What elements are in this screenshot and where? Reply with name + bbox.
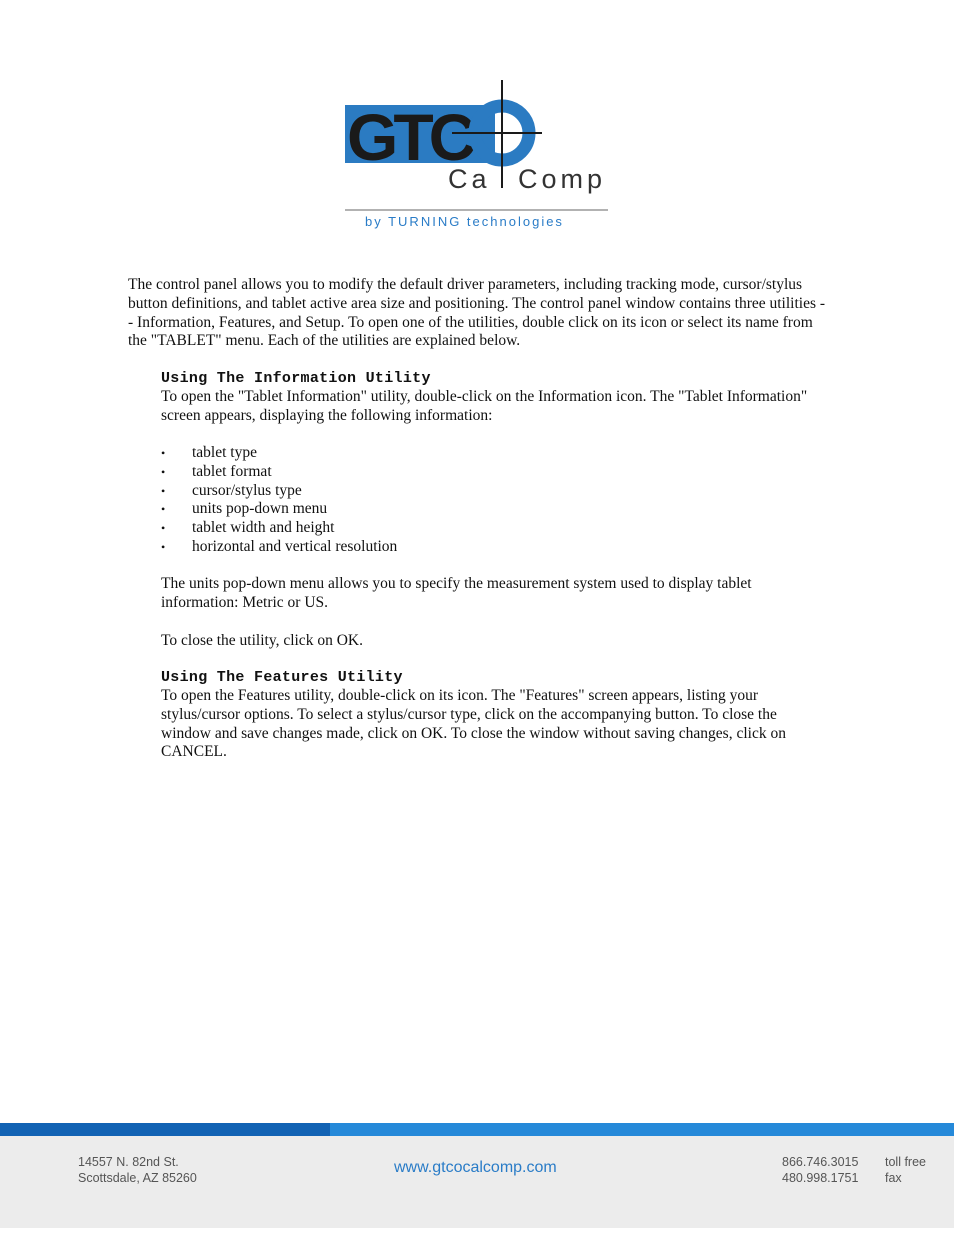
svg-text:by TURNING technologies: by TURNING technologies <box>365 214 564 229</box>
list-item: • tablet format <box>161 463 397 482</box>
list-item: • tablet width and height <box>161 519 397 538</box>
features-utility-heading: Using The Features Utility <box>161 669 403 686</box>
close-note-block <box>161 632 821 651</box>
website-link[interactable]: www.gtcocalcomp.com <box>394 1159 557 1176</box>
phone-tollfree: 866.746.3015 <box>782 1155 859 1169</box>
information-utility-section <box>161 370 821 426</box>
units-note-block <box>161 575 821 613</box>
information-utility-heading: Using The Information Utility <box>161 370 431 387</box>
footer-bar-light <box>330 1123 954 1136</box>
list-item: • cursor/stylus type <box>161 482 397 501</box>
fax-label: fax <box>885 1171 902 1185</box>
units-note: The units pop-down menu allows you to specify the measurement system used to display tablet information: Metric or US. <box>161 575 752 611</box>
list-item: • horizontal and vertical resolution <box>161 538 397 557</box>
list-item: • units pop-down menu <box>161 500 397 519</box>
tollfree-label: toll free <box>885 1155 926 1169</box>
svg-text:GTC: GTC <box>347 100 472 174</box>
close-note: To close the utility, click on OK. <box>161 632 363 649</box>
information-utility-body: To open the "Tablet Information" utility, double-click on the Information icon. The "Tablet Information" screen appears, displaying the following information: <box>161 388 808 424</box>
address-line-1: 14557 N. 82nd St. <box>78 1155 179 1169</box>
features-utility-section <box>161 669 821 762</box>
phone-fax: 480.998.1751 <box>782 1171 859 1185</box>
address-line-2: Scottsdale, AZ 85260 <box>78 1171 197 1185</box>
intro-paragraph: The control panel allows you to modify the default driver parameters, including tracking mode, cursor/stylus button definitions, and tablet active area size and positioning. The control panel window contains three utilities - - Information, Features, and Setup. To open one of the utilities, double click on its icon or select its name from the "TABLET" menu. Each of the utilities are explained below. <box>128 276 826 350</box>
page-footer <box>0 1123 954 1235</box>
tablet-info-list <box>161 444 397 557</box>
gtco-calcomp-logo <box>340 78 620 238</box>
footer-bar-dark <box>0 1123 330 1136</box>
footer-phones <box>782 1154 858 1186</box>
svg-text:Ca: Ca <box>448 164 491 194</box>
svg-text:Comp: Comp <box>518 164 607 194</box>
features-utility-body: To open the Features utility, double-click on its icon. The "Features" screen appears, listing your stylus/cursor options. To select a stylus/cursor type, click on the accompanying button. To close the window and save changes made, click on OK. To close the window without saving changes, click on CANCEL. <box>161 687 786 761</box>
list-item: • tablet type <box>161 444 397 463</box>
footer-address <box>78 1154 197 1186</box>
footer-phone-labels <box>885 1154 926 1186</box>
